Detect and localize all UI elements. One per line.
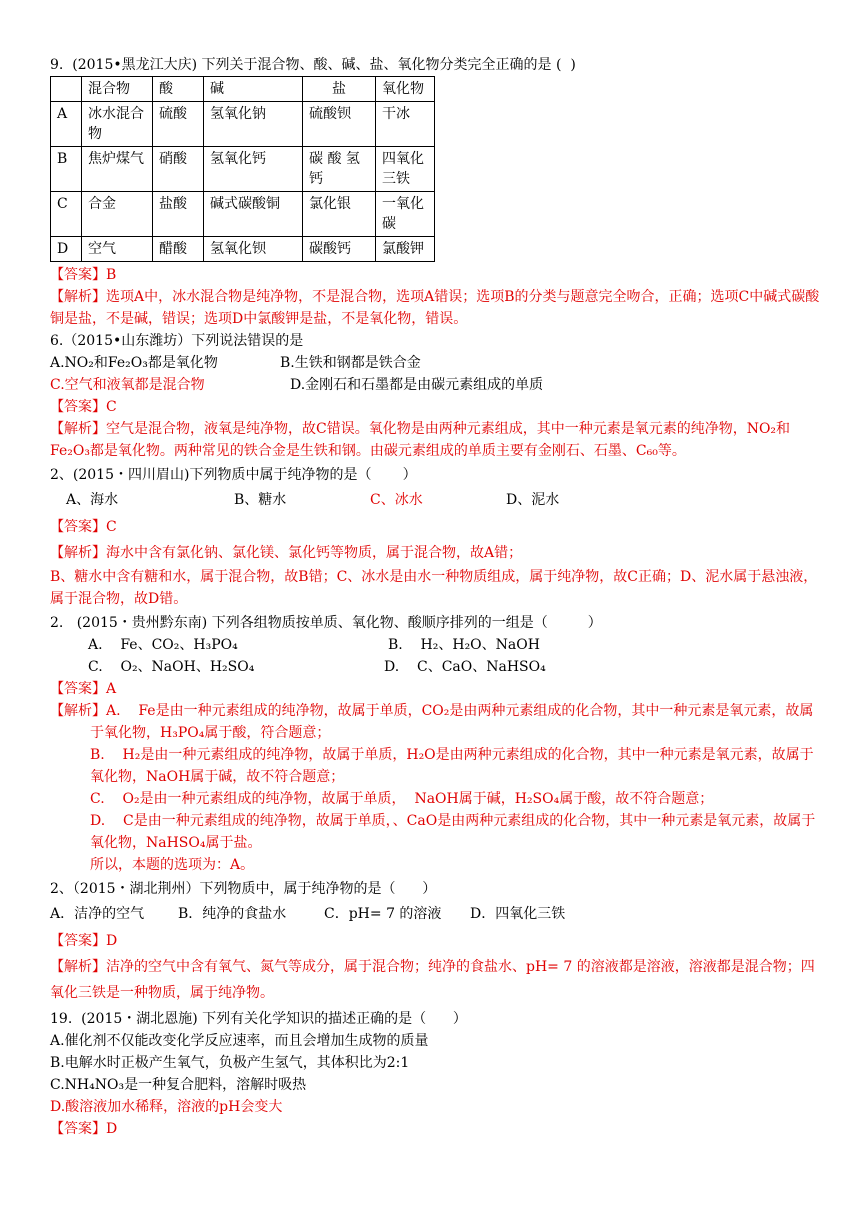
table-cell: D (51, 237, 82, 262)
q6-analysis: 【解析】空气是混合物，液氧是纯净物，故C错误。氧化物是由两种元素组成，其中一种元素是氧元素的纯净物，NO₂和Fe₂O₃都是氧化物。两种常见的铁合金是生铁和钢。由碳元素组成的单质主要有金刚石、石墨、C₆₀等。 (50, 421, 791, 459)
q2a-options (50, 486, 820, 514)
table-cell: B (51, 147, 82, 192)
q6-answer: 【答案】C (50, 399, 117, 415)
table-header-cell: 碱 (204, 77, 303, 102)
q2a-title: 2、(2015・四川眉山)下列物质中属于纯净物的是（ ） (50, 467, 417, 483)
table-cell: 碳 酸 氢 钙 (303, 147, 376, 192)
q2c-option-b: B．纯净的食盐水 (178, 906, 287, 922)
classification-table (50, 76, 435, 262)
q2a-option-b: B、糖水 (234, 492, 287, 508)
table-cell: 硝酸 (153, 147, 204, 192)
q2c-option-a: A．洁净的空气 (50, 906, 145, 922)
table-cell: 氯化银 (303, 192, 376, 237)
table-cell: 氯酸钾 (376, 237, 435, 262)
q9-analysis: 【解析】选项A中，冰水混合物是纯净物，不是混合物，选项A错误；选项B的分类与题意完全吻合，正确；选项C中碱式碳酸铜是盐，不是碱，错误；选项D中氯酸钾是盐，不是氧化物，错误。 (50, 289, 820, 327)
q6-option-a: A.NO₂和Fe₂O₃都是氧化物 (50, 355, 218, 371)
q2b-conclusion: 所以，本题的选项为：A。 (90, 857, 255, 873)
q2b-options-row-2 (50, 656, 820, 678)
q2b-option-d: D. C、CaO、NaHSO₄ (384, 659, 546, 675)
table-header-cell: 氧化物 (376, 77, 435, 102)
table-cell: 硫酸钡 (303, 102, 376, 147)
table-header-cell (51, 77, 82, 102)
q19-answer: 【答案】D (50, 1121, 118, 1137)
table-row (51, 192, 435, 237)
q2b-option-b: B. H₂、H₂O、NaOH (388, 637, 540, 653)
q19-option-a: A.催化剂不仅能改变化学反应速率，而且会增加生成物的质量 (50, 1033, 429, 1049)
q2a-option-d: D、泥水 (506, 492, 560, 508)
q6-option-d: D.金刚石和石墨都是由碳元素组成的单质 (290, 377, 544, 393)
q6-option-c: C.空气和液氧都是混合物 (50, 377, 205, 393)
q19-title: 19. (2015・湖北恩施) 下列有关化学知识的描述正确的是（ ） (50, 1011, 467, 1027)
q2c-option-c: C．pH= 7 的溶液 (324, 906, 442, 922)
table-cell: 氢氧化钠 (204, 102, 303, 147)
q19-option-b: B.电解水时正极产生氧气，负极产生氢气，其体积比为2:1 (50, 1055, 410, 1071)
table-cell: 碳酸钙 (303, 237, 376, 262)
table-cell: 醋酸 (153, 237, 204, 262)
document-page (50, 54, 820, 1140)
table-cell: C (51, 192, 82, 237)
q2c-analysis: 【解析】洁净的空气中含有氧气、氮气等成分，属于混合物；纯净的食盐水、pH= 7 的溶液都是溶液，溶液都是混合物；四氧化三铁是一种物质，属于纯净物。 (50, 959, 815, 1001)
q2c-option-d: D．四氧化三铁 (470, 906, 566, 922)
q9-answer: 【答案】B (50, 267, 117, 283)
q2b-answer: 【答案】A (50, 681, 117, 697)
q9-title: 9. (2015•黑龙江大庆) 下列关于混合物、酸、碱、盐、氧化物分类完全正确的是 ( ) (50, 57, 576, 73)
table-cell: 一氧化碳 (376, 192, 435, 237)
q2b-analysis-c: C. O₂是由一种元素组成的纯净物，故属于单质， NaOH属于碱，H₂SO₄属于酸，故不符合题意； (90, 791, 714, 807)
q2a-analysis-1: 【解析】海水中含有氯化钠、氯化镁、氯化钙等物质，属于混合物，故A错； (50, 545, 523, 561)
table-row (51, 102, 435, 147)
q6-title: 6.（2015•山东潍坊）下列说法错误的是 (50, 333, 304, 349)
table-cell: 焦炉煤气 (82, 147, 153, 192)
q2c-options (50, 900, 820, 928)
q2a-option-a: A、海水 (66, 492, 119, 508)
q2a-analysis-2: B、糖水中含有糖和水，属于混合物，故B错；C、冰水是由水一种物质组成，属于纯净物，故C正确；D、泥水属于悬浊液，属于混合物，故D错。 (50, 569, 818, 607)
table-cell: 盐酸 (153, 192, 204, 237)
table-header-cell: 酸 (153, 77, 204, 102)
table-header-cell: 混合物 (82, 77, 153, 102)
table-header-cell: 盐 (303, 77, 376, 102)
q2b-analysis-a: 【解析】A. Fe是由一种元素组成的纯净物，故属于单质，CO₂是由两种元素组成的化合物，其中一种元素是氧元素，故属于氧化物，H₃PO₄属于酸，符合题意； (50, 703, 814, 741)
q6-options-row-1 (50, 352, 820, 374)
table-cell: 四氧化三铁 (376, 147, 435, 192)
q2b-options-row-1 (50, 634, 820, 656)
table-cell: 硫酸 (153, 102, 204, 147)
q2c-title: 2、（2015・湖北荆州）下列物质中，属于纯净物的是（ ） (50, 881, 437, 897)
table-cell: 冰水混合物 (82, 102, 153, 147)
table-row (51, 237, 435, 262)
q6-options-row-2 (50, 374, 820, 396)
q19-option-d: D.酸溶液加水稀释，溶液的pH会变大 (50, 1099, 283, 1115)
q2b-analysis-d: D. C是由一种元素组成的纯净物，故属于单质，、CaO是由两种元素组成的化合物，其中一种元素是氧元素，故属于氧化物，NaHSO₄属于盐。 (90, 813, 816, 851)
table-cell: 干冰 (376, 102, 435, 147)
table-cell: 碱式碳酸铜 (204, 192, 303, 237)
q2b-title: 2. (2015・贵州黔东南) 下列各组物质按单质、氧化物、酸顺序排列的一组是（ ） (50, 615, 602, 631)
q2c-answer: 【答案】D (50, 933, 118, 949)
q2b-analysis-b: B. H₂是由一种元素组成的纯净物，故属于单质，H₂O是由两种元素组成的化合物，其中一种元素是氧元素，故属于氧化物，NaOH属于碱，故不符合题意； (90, 747, 814, 785)
table-cell: 氢氧化钙 (204, 147, 303, 192)
table-cell: A (51, 102, 82, 147)
q2b-option-a: A. Fe、CO₂、H₃PO₄ (88, 637, 238, 653)
table-row (51, 147, 435, 192)
q6-option-b: B.生铁和钢都是铁合金 (280, 355, 421, 371)
table-header-row (51, 77, 435, 102)
q2b-option-c: C. O₂、NaOH、H₂SO₄ (88, 659, 255, 675)
table-cell: 合金 (82, 192, 153, 237)
q2a-answer: 【答案】C (50, 519, 117, 535)
q2a-option-c: C、冰水 (370, 492, 423, 508)
q19-option-c: C.NH₄NO₃是一种复合肥料，溶解时吸热 (50, 1077, 307, 1093)
table-cell: 空气 (82, 237, 153, 262)
table-cell: 氢氧化钡 (204, 237, 303, 262)
